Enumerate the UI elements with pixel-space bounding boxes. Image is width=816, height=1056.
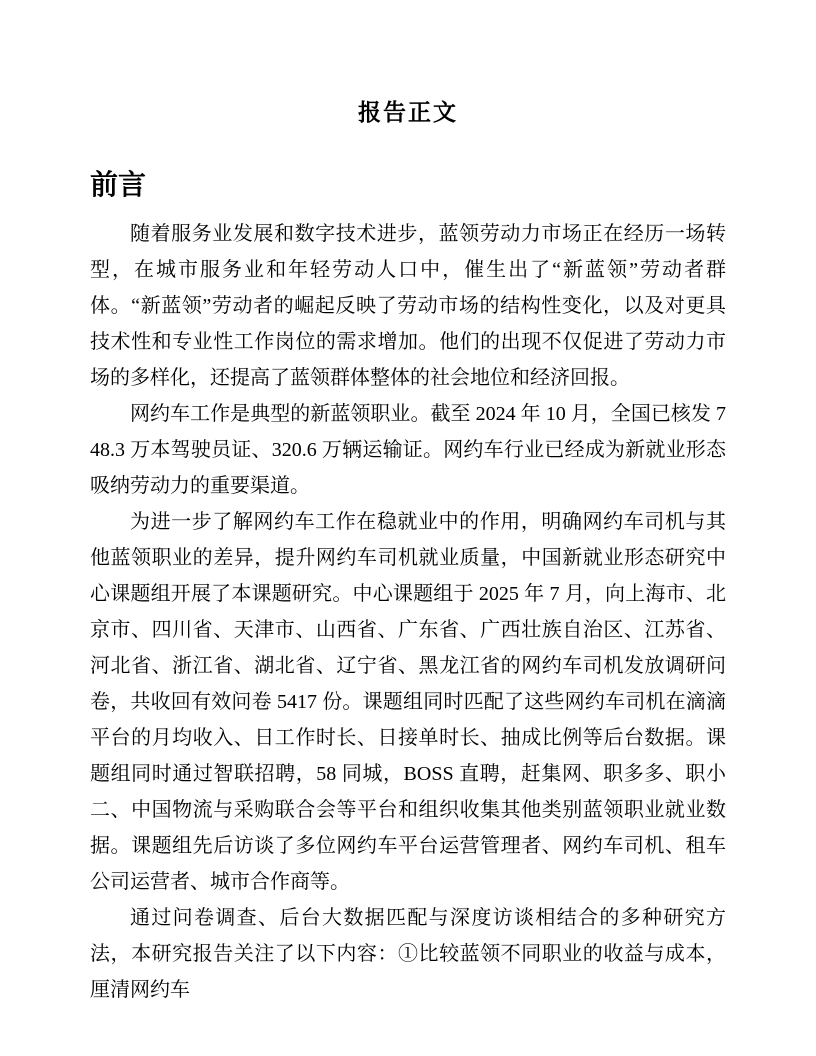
section-body [90, 216, 726, 1008]
paragraph-1: 随着服务业发展和数字技术进步，蓝领劳动力市场正在经历一场转型，在城市服务业和年轻劳动人口中，催生出了“新蓝领”劳动者群体。“新蓝领”劳动者的崛起反映了劳动市场的结构性变化，以及对更具技术性和专业性工作岗位的需求增加。他们的出现不仅促进了劳动力市场的多样化，还提高了蓝领群体整体的社会地位和经济回报。 [90, 223, 726, 389]
paragraph-3: 为进一步了解网约车工作在稳就业中的作用，明确网约车司机与其他蓝领职业的差异，提升网约车司机就业质量，中国新就业形态研究中心课题组开展了本课题研究。中心课题组于 2025 年 7 月，向上海市、北京市、四川省、天津市、山西省、广东省、广西壮族自治区、江苏省、河北省、浙江省、湖北省、辽宁省、黑龙江省的网约车司机发放调研问卷，共收回有效问卷 5417 份。课题组同时匹配了这些网约车司机在滴滴平台的月均收入、日工作时长、日接单时长、抽成比例等后台数据。课题组同时通过智联招聘，58 同城，BOSS 直聘，赶集网、职多多、职小二、中国物流与采购联合会等平台和组织收集其他类别蓝领职业就业数据。课题组先后访谈了多位网约车平台运营管理者、网约车司机、租车公司运营者、城市合作商等。 [90, 511, 726, 893]
paragraph-2: 网约车工作是典型的新蓝领职业。截至 2024 年 10 月，全国已核发 748.3 万本驾驶员证、320.6 万辆运输证。网约车行业已经成为新就业形态吸纳劳动力的重要渠道。 [90, 403, 726, 497]
section-heading-preface: 前言 [90, 170, 147, 201]
document-title: 报告正文 [358, 100, 458, 125]
paragraph-4: 通过问卷调查、后台大数据匹配与深度访谈相结合的多种研究方法，本研究报告关注了以下内容：①比较蓝领不同职业的收益与成本，厘清网约车 [90, 907, 726, 1001]
